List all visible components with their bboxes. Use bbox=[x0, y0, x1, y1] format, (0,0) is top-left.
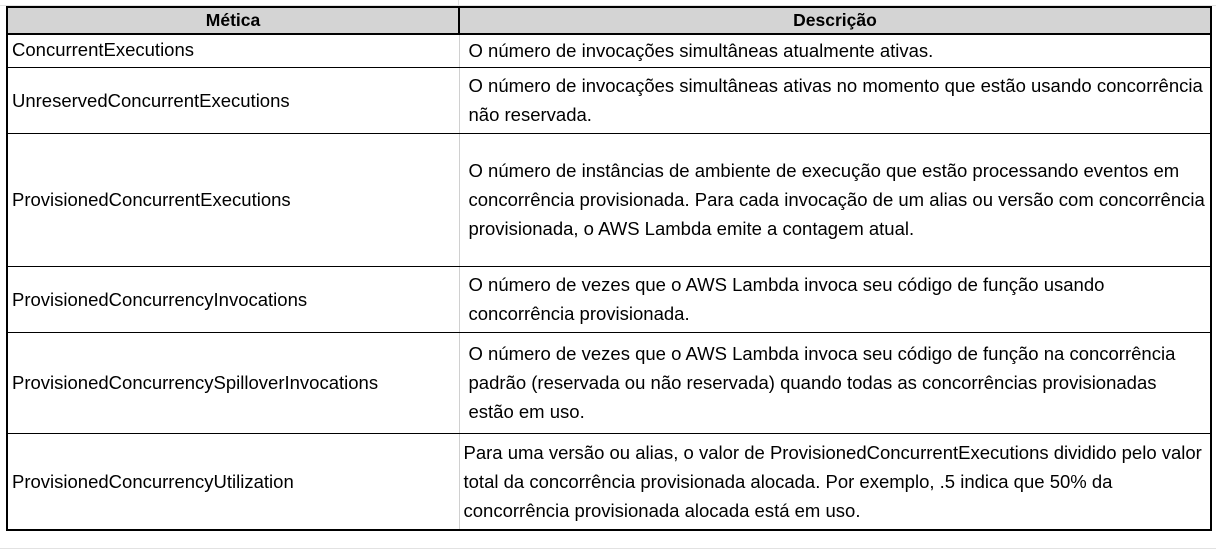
header-metric[interactable]: Mética bbox=[7, 7, 459, 34]
table-row bbox=[7, 266, 1211, 332]
description-text: O número de vezes que o AWS Lambda invoca seu código de função na concorrência padrão (reservada ou não reservada) quando todas as concorrências provisionadas estão em uso. bbox=[468, 343, 1176, 422]
table-row bbox=[7, 133, 1211, 266]
metric-cell[interactable]: ProvisionedConcurrencyInvocations bbox=[7, 266, 459, 332]
description-text: Para uma versão ou alias, o valor de ProvisionedConcurrentExecutions dividido pelo valor total da concorrência provisionada alocada. Por exemplo, .5 indica que 50% da concorrência provisionada alocada está em uso. bbox=[463, 441, 1202, 521]
metric-cell[interactable]: UnreservedConcurrentExecutions bbox=[7, 67, 459, 133]
table-row bbox=[7, 332, 1211, 433]
description-cell[interactable] bbox=[459, 332, 1211, 433]
description-cell[interactable] bbox=[459, 67, 1211, 133]
description-cell[interactable] bbox=[459, 433, 1211, 530]
description-cell[interactable] bbox=[459, 34, 1211, 67]
metric-cell[interactable]: ProvisionedConcurrentExecutions bbox=[7, 133, 459, 266]
description-text: O número de instâncias de ambiente de execução que estão processando eventos em concorrência provisionada. Para cada invocação de um alias ou versão com concorrência provisionada, o AWS Lambda emite a contagem atual. bbox=[468, 160, 1205, 239]
table-header-row bbox=[7, 7, 1211, 34]
description-text: O número de vezes que o AWS Lambda invoca seu código de função usando concorrência provisionada. bbox=[468, 274, 1105, 324]
table-row bbox=[7, 34, 1211, 67]
description-cell[interactable] bbox=[459, 133, 1211, 266]
header-description[interactable]: Descrição bbox=[459, 7, 1211, 34]
description-cell[interactable] bbox=[459, 266, 1211, 332]
metric-cell[interactable]: ProvisionedConcurrencyUtilization bbox=[7, 433, 459, 530]
metric-cell[interactable]: ProvisionedConcurrencySpilloverInvocations bbox=[7, 332, 459, 433]
description-text: O número de invocações simultâneas ativas no momento que estão usando concorrência não reservada. bbox=[468, 75, 1203, 125]
metric-cell[interactable]: ConcurrentExecutions bbox=[7, 34, 459, 67]
table-row bbox=[7, 433, 1211, 530]
description-text: O número de invocações simultâneas atualmente ativas. bbox=[468, 40, 934, 62]
metrics-table bbox=[6, 6, 1212, 531]
table-row bbox=[7, 67, 1211, 133]
spreadsheet-gridline-bottom bbox=[0, 548, 1216, 549]
